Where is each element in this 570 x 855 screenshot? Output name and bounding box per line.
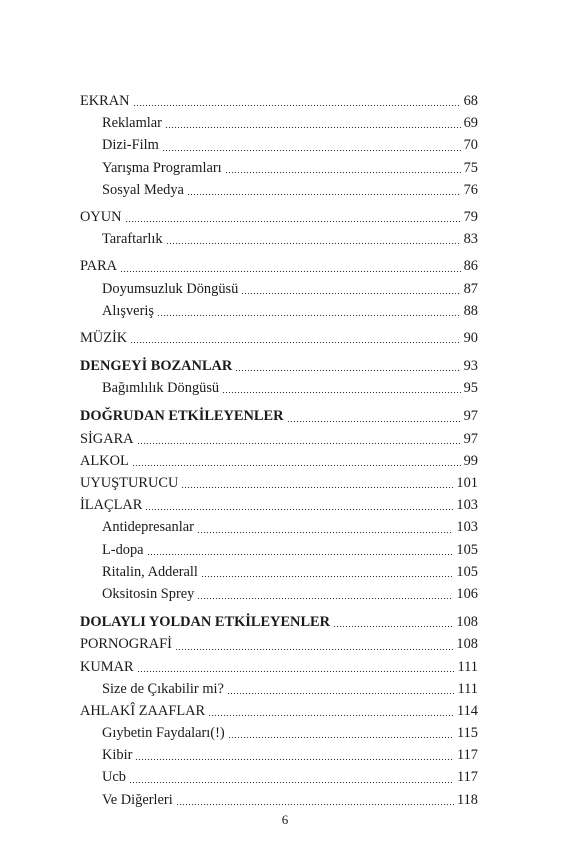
dot-leader [208, 715, 454, 716]
toc-entry [80, 112, 478, 134]
page-number: 6 [281, 812, 289, 827]
toc-entry-title: Size de Çıkabilir mi? [102, 680, 224, 697]
toc-entry [80, 228, 478, 250]
dot-leader [145, 509, 453, 510]
toc-entry-page: 99 [463, 452, 478, 469]
toc-entry-page: 114 [456, 702, 478, 719]
toc-entry-page: 118 [456, 791, 478, 808]
toc-entry-title: SİGARA [80, 430, 134, 447]
toc-entry-title: EKRAN [80, 93, 130, 109]
dot-leader [137, 443, 461, 444]
table-of-contents [80, 90, 478, 811]
toc-entry [80, 255, 478, 277]
dot-leader [333, 626, 453, 627]
toc-entry [80, 583, 478, 605]
toc-entry-title: PARA [80, 258, 118, 275]
dot-leader [225, 172, 461, 173]
toc-entry-title: DOLAYLI YOLDAN ETKİLEYENLER [80, 614, 331, 631]
dot-leader [201, 576, 453, 577]
toc-entry-page: 108 [456, 614, 478, 631]
toc-entry-page: 83 [463, 231, 478, 248]
toc-entry-page: 75 [463, 159, 478, 176]
dot-leader [166, 243, 461, 244]
toc-entry-title: Ucb [102, 769, 126, 786]
toc-entry-title: Antidepresanlar [102, 519, 194, 536]
toc-entry-title: L-dopa [102, 541, 144, 558]
toc-entry [80, 744, 478, 766]
dot-leader [133, 105, 461, 106]
toc-entry-title: AHLAKÎ ZAAFLAR [80, 702, 206, 719]
toc-entry [80, 300, 478, 322]
toc-entry-page: 105 [456, 563, 478, 580]
toc-entry [80, 789, 478, 811]
toc-entry-page: 111 [457, 658, 478, 675]
toc-entry-title: Ve Diğerleri [102, 791, 173, 808]
toc-entry-page: 103 [456, 519, 478, 536]
dot-leader [197, 532, 454, 533]
toc-entry-page: 97 [463, 408, 478, 425]
toc-entry-page: 117 [456, 769, 478, 786]
dot-leader [187, 194, 461, 195]
toc-entry-page: 103 [456, 497, 478, 514]
toc-entry-title: PORNOGRAFİ [80, 636, 172, 653]
toc-entry-title: Sosyal Medya [102, 181, 184, 198]
toc-entry [80, 656, 478, 678]
toc-entry-title: Doyumsuzluk Döngüsü [102, 280, 239, 297]
dot-leader [125, 221, 461, 222]
toc-entry-page: 69 [463, 115, 478, 132]
dot-leader [129, 782, 454, 783]
dot-leader [175, 649, 453, 650]
toc-entry [80, 405, 478, 427]
dot-leader [228, 737, 454, 738]
dot-leader [120, 271, 461, 272]
toc-entry-page: 95 [463, 380, 478, 397]
dot-leader [222, 392, 460, 393]
toc-entry [80, 539, 478, 561]
dot-leader [130, 342, 460, 343]
toc-entry-title: Reklamlar [102, 115, 162, 132]
toc-entry [80, 722, 478, 744]
toc-entry-title: Alışveriş [102, 302, 154, 319]
dot-leader [165, 127, 461, 128]
toc-entry-page: 111 [457, 680, 478, 697]
toc-entry [80, 355, 478, 377]
toc-entry-page: 101 [456, 475, 478, 491]
toc-entry-page: 79 [463, 208, 478, 225]
toc-entry [80, 766, 478, 788]
dot-leader [162, 150, 461, 151]
dot-leader [227, 693, 455, 694]
dot-leader [147, 554, 454, 555]
dot-leader [157, 315, 461, 316]
toc-entry-title: UYUŞTURUCU [80, 475, 179, 491]
toc-entry-title: Kibir [102, 747, 133, 764]
toc-entry-page: 115 [456, 725, 478, 742]
toc-entry [80, 561, 478, 583]
toc-entry [80, 428, 478, 450]
dot-leader [132, 465, 461, 466]
toc-entry-title: MÜZİK [80, 329, 128, 346]
toc-entry-title: DOĞRUDAN ETKİLEYENLER [80, 408, 284, 425]
toc-entry-title: Yarışma Programları [102, 159, 222, 176]
toc-entry-title: OYUN [80, 208, 122, 225]
toc-entry [80, 377, 478, 399]
toc-entry [80, 206, 478, 228]
toc-entry [80, 472, 478, 494]
toc-entry-page: 93 [463, 358, 478, 375]
toc-entry-page: 76 [463, 181, 478, 198]
dot-leader [181, 487, 453, 488]
toc-entry-page: 117 [456, 747, 478, 764]
toc-entry-title: İLAÇLAR [80, 497, 143, 514]
dot-leader [197, 598, 453, 599]
dot-leader [137, 671, 455, 672]
toc-entry-page: 88 [463, 302, 478, 319]
toc-entry [80, 278, 478, 300]
dot-leader [241, 293, 460, 294]
toc-entry [80, 450, 478, 472]
dot-leader [235, 370, 460, 371]
toc-entry-page: 90 [463, 329, 478, 346]
toc-entry [80, 179, 478, 201]
toc-entry-title: Dizi-Film [102, 137, 159, 154]
toc-entry [80, 516, 478, 538]
dot-leader [135, 759, 454, 760]
toc-entry-title: Ritalin, Adderall [102, 563, 198, 580]
dot-leader [287, 421, 461, 422]
toc-entry-page: 86 [463, 258, 478, 275]
toc-entry-page: 106 [456, 585, 478, 602]
toc-entry-page: 108 [456, 636, 478, 653]
toc-entry-title: ALKOL [80, 452, 129, 469]
toc-entry-title: DENGEYİ BOZANLAR [80, 358, 233, 375]
toc-entry [80, 700, 478, 722]
toc-entry [80, 494, 478, 516]
toc-entry-title: Gıybetin Faydaları(!) [102, 725, 225, 742]
toc-entry-title: Taraftarlık [102, 231, 163, 248]
toc-entry [80, 327, 478, 349]
toc-entry-page: 70 [463, 137, 478, 154]
toc-entry [80, 633, 478, 655]
toc-entry-page: 68 [463, 93, 478, 109]
dot-leader [176, 804, 454, 805]
toc-entry [80, 134, 478, 156]
toc-entry-title: Bağımlılık Döngüsü [102, 380, 220, 397]
toc-entry-title: KUMAR [80, 658, 134, 675]
toc-entry-page: 105 [456, 541, 478, 558]
toc-entry-page: 97 [463, 430, 478, 447]
toc-entry-page: 87 [463, 280, 478, 297]
toc-entry [80, 90, 478, 112]
toc-entry-title: Oksitosin Sprey [102, 585, 195, 602]
toc-entry [80, 611, 478, 633]
toc-entry [80, 678, 478, 700]
toc-entry [80, 157, 478, 179]
